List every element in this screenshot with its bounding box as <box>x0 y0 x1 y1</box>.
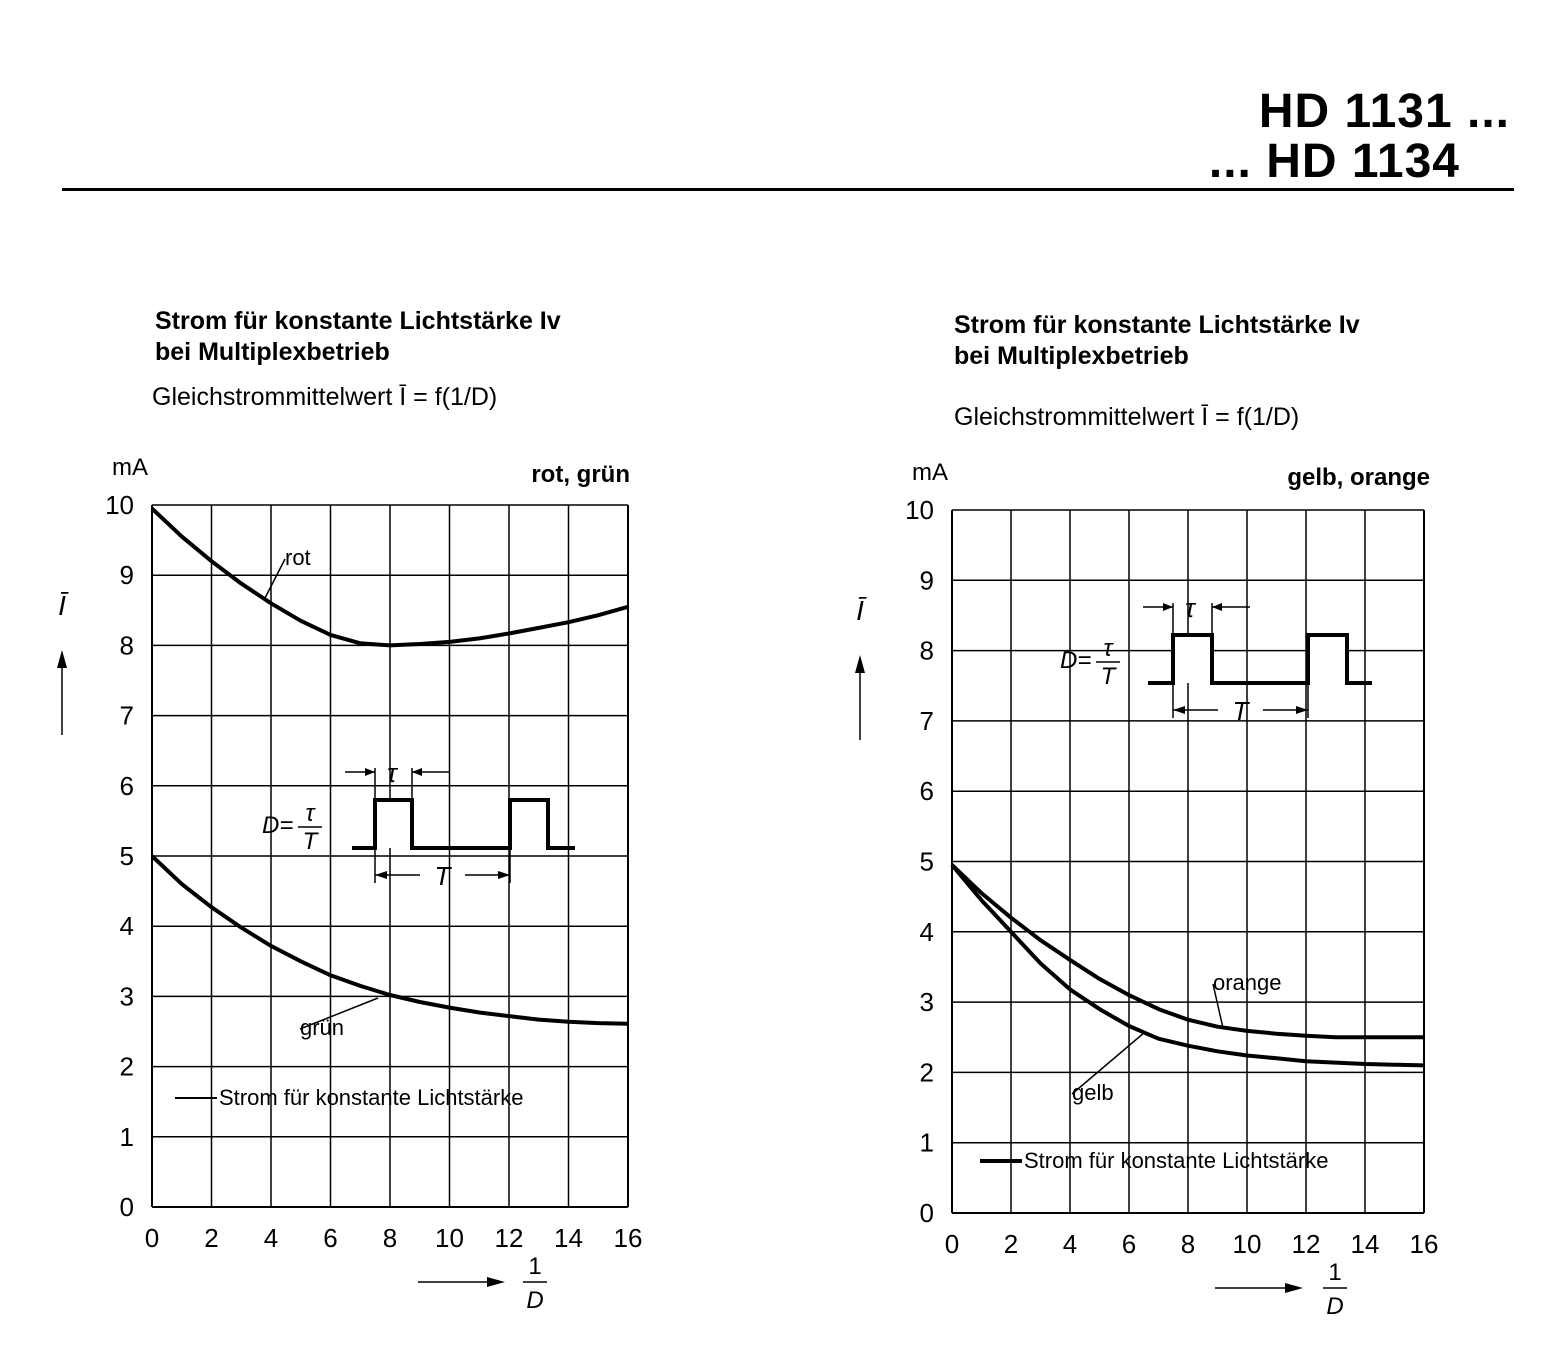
series-label-gelb: gelb <box>1072 1080 1114 1105</box>
x-axis-fraction-numerator: 1 <box>528 1253 542 1280</box>
x-tick-label: 4 <box>1062 1229 1078 1259</box>
header-title-line1: HD 1131 ... <box>1258 85 1510 138</box>
x-tick-label: 4 <box>263 1223 279 1253</box>
y-tick-label: 9 <box>919 565 934 596</box>
x-tick-label: 6 <box>1121 1229 1137 1259</box>
tau-label: τ <box>1185 593 1195 623</box>
T-label: T <box>434 861 451 891</box>
y-tick-label: 8 <box>119 630 134 661</box>
tau-label: τ <box>387 758 397 788</box>
duty-formula-lhs: D= <box>1060 647 1092 674</box>
x-tick-label: 12 <box>1291 1229 1321 1259</box>
y-axis-symbol: Ī <box>856 595 864 626</box>
x-tick-label: 12 <box>494 1223 524 1253</box>
x-tick-label: 16 <box>613 1223 643 1253</box>
x-tick-label: 14 <box>1350 1229 1380 1259</box>
x-tick-label: 2 <box>1003 1229 1019 1259</box>
duty-formula-numerator: τ <box>1103 635 1113 662</box>
x-tick-label: 0 <box>944 1229 960 1259</box>
T-arrowhead-left <box>1173 706 1185 714</box>
y-tick-label: 6 <box>919 776 934 807</box>
y-tick-label: 10 <box>905 495 934 525</box>
x-tick-label: 2 <box>204 1223 219 1253</box>
y-tick-label: 2 <box>919 1057 934 1088</box>
y-tick-label: 4 <box>919 916 934 947</box>
chart-color-label: gelb, orange <box>1287 464 1430 491</box>
x-tick-label: 10 <box>1232 1229 1262 1259</box>
y-tick-label: 5 <box>119 841 134 871</box>
left-chart-title-line1: Strom für konstante Lichtstärke Iv <box>155 307 561 335</box>
y-tick-label: 9 <box>119 560 134 591</box>
series-label-grün: grün <box>300 1015 345 1040</box>
duty-formula-denominator: T <box>302 828 318 855</box>
x-axis-fraction-denominator: D <box>526 1287 544 1314</box>
tau-arrowhead-right <box>1212 603 1222 611</box>
series-label-rot: rot <box>285 545 311 570</box>
y-tick-label: 7 <box>919 705 934 736</box>
y-tick-label: 3 <box>119 981 134 1012</box>
y-tick-label: 7 <box>119 700 134 731</box>
y-axis-arrowhead <box>855 655 865 673</box>
duty-formula-lhs: D= <box>262 812 294 839</box>
chart-color-label: rot, grün <box>531 461 630 488</box>
y-tick-label: 1 <box>919 1127 934 1158</box>
legend-label: Strom für konstante Lichtstärke <box>219 1085 524 1110</box>
header-title-line2: ... HD 1134 <box>1208 135 1460 188</box>
y-tick-label: 0 <box>119 1192 134 1222</box>
y-tick-label: 3 <box>919 987 934 1018</box>
y-unit-label: mA <box>112 454 148 481</box>
left-chart-title-line2: bei Multiplexbetrieb <box>155 338 390 367</box>
x-tick-label: 14 <box>554 1223 583 1253</box>
y-tick-label: 0 <box>919 1198 934 1228</box>
x-axis-fraction-numerator: 1 <box>1328 1259 1342 1286</box>
x-tick-label: 16 <box>1409 1229 1439 1259</box>
y-tick-label: 4 <box>119 911 134 942</box>
y-tick-label: 2 <box>119 1051 134 1082</box>
tau-arrowhead-left <box>1163 603 1173 611</box>
x-axis-fraction-denominator: D <box>1326 1293 1344 1320</box>
x-tick-label: 6 <box>323 1223 338 1253</box>
y-axis-symbol: Ī <box>58 590 66 621</box>
left-chart-subtitle: Gleichstrommittelwert Ī = f(1/D) <box>152 383 498 411</box>
legend-label: Strom für konstante Lichtstärke <box>1024 1148 1329 1173</box>
y-tick-label: 10 <box>105 490 134 520</box>
y-tick-label: 6 <box>119 770 134 801</box>
y-tick-label: 5 <box>919 846 934 877</box>
T-label: T <box>1232 696 1249 726</box>
right-chart-title-line2: bei Multiplexbetrieb <box>954 342 1189 371</box>
y-tick-label: 1 <box>119 1121 134 1152</box>
y-tick-label: 8 <box>919 635 934 666</box>
duty-formula-numerator: τ <box>305 800 315 827</box>
x-tick-label: 10 <box>435 1223 464 1253</box>
right-chart-subtitle: Gleichstrommittelwert Ī = f(1/D) <box>954 403 1300 431</box>
duty-formula-denominator: T <box>1100 663 1116 690</box>
x-tick-label: 0 <box>144 1223 160 1253</box>
x-tick-label: 8 <box>382 1223 398 1253</box>
y-unit-label: mA <box>912 459 948 486</box>
x-tick-label: 8 <box>1180 1229 1196 1259</box>
right-chart-title-line1: Strom für konstante Lichtstärke Iv <box>954 311 1360 339</box>
series-label-orange: orange <box>1213 970 1282 995</box>
x-axis-arrowhead <box>1285 1283 1303 1293</box>
pulse-waveform <box>1148 635 1372 683</box>
